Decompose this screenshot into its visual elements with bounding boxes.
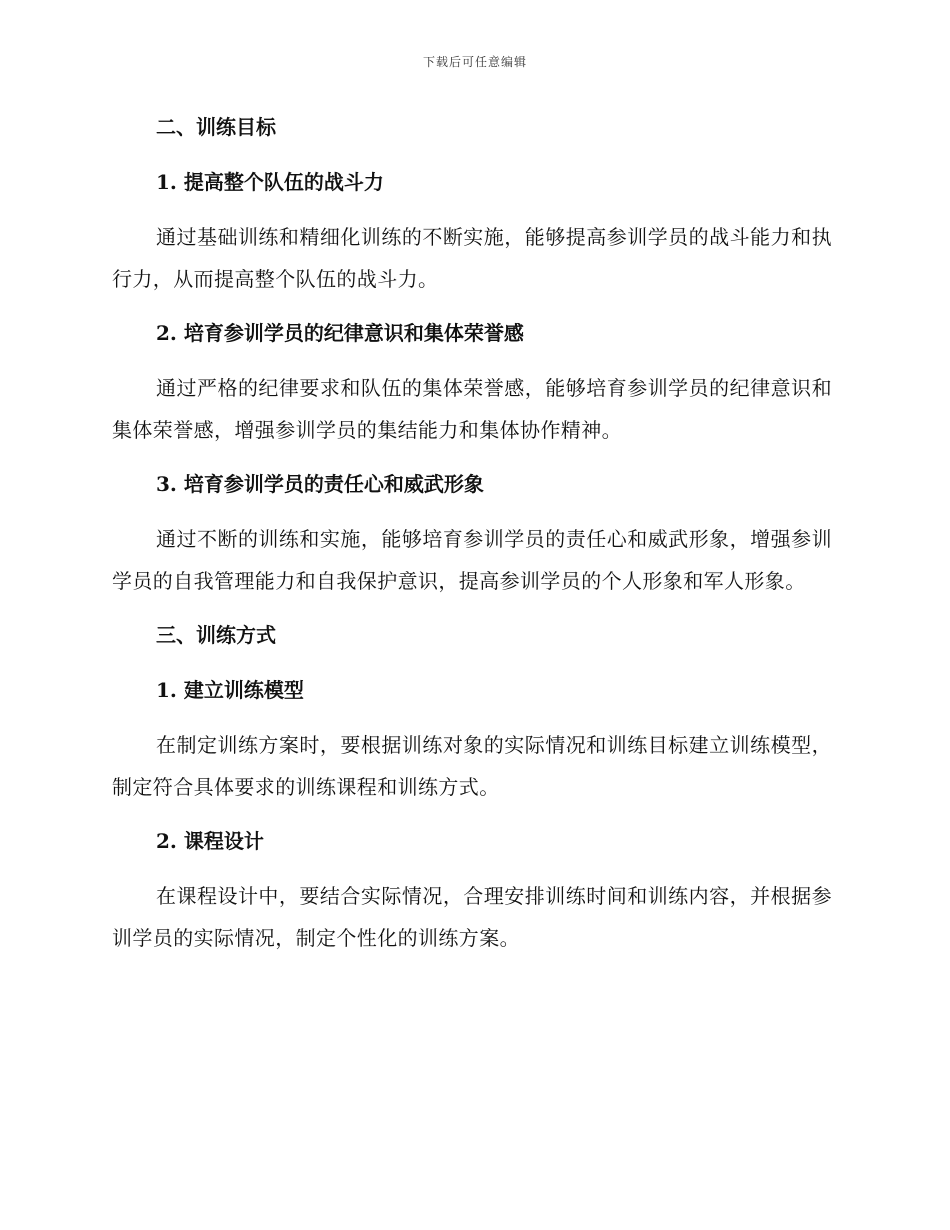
paragraph: 通过严格的纪律要求和队伍的集体荣誉感，能够培育参训学员的纪律意识和集体荣誉感，增强参训学员的集结能力和集体协作精神。: [112, 376, 832, 442]
subsection-heading: 3. 培育参训学员的责任心和威武形象: [156, 472, 484, 496]
subsection-heading: 2. 课程设计: [156, 829, 264, 853]
section-title: 二、训练目标: [156, 115, 276, 139]
paragraph: 通过不断的训练和实施，能够培育参训学员的责任心和威武形象，增强参训学员的自我管理能力和自我保护意识，提高参训学员的个人形象和军人形象。: [112, 527, 832, 593]
subsection-heading: 1. 提高整个队伍的战斗力: [156, 170, 384, 194]
page-header: 下载后可任意编辑: [422, 55, 527, 69]
subsection-heading: 1. 建立训练模型: [156, 678, 304, 702]
paragraph: 在制定训练方案时，要根据训练对象的实际情况和训练目标建立训练模型，制定符合具体要求的训练课程和训练方式。: [112, 733, 832, 799]
paragraph: 通过基础训练和精细化训练的不断实施，能够提高参训学员的战斗能力和执行力，从而提高整个队伍的战斗力。: [112, 225, 832, 291]
subsection-heading: 2. 培育参训学员的纪律意识和集体荣誉感: [156, 321, 524, 345]
paragraph: 在课程设计中，要结合实际情况，合理安排训练时间和训练内容，并根据参训学员的实际情况，制定个性化的训练方案。: [112, 884, 832, 950]
section-title: 三、训练方式: [156, 623, 276, 647]
document-body: [112, 108, 832, 973]
